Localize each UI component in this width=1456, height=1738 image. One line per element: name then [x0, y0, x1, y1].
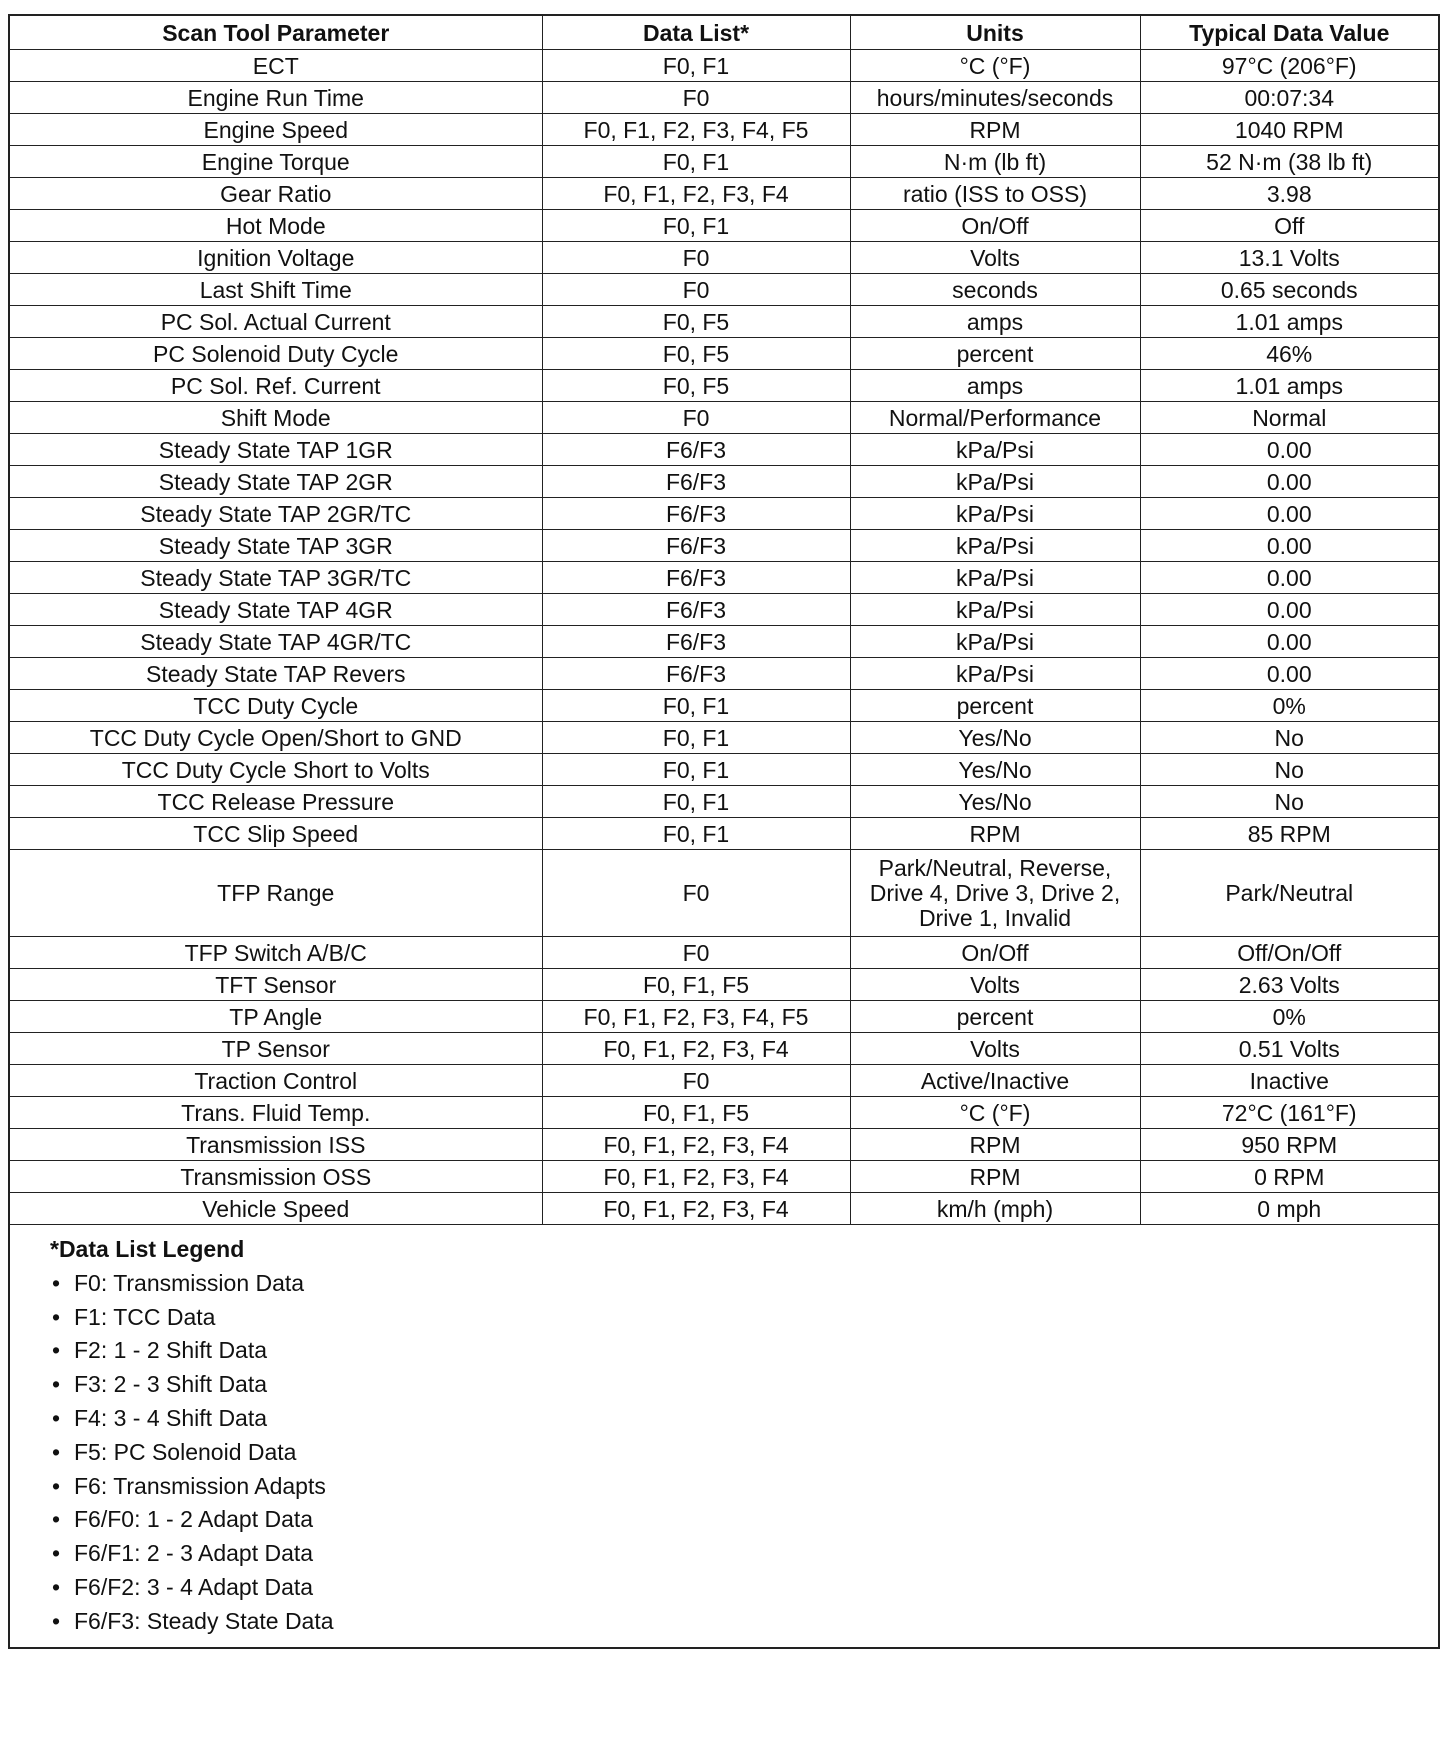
cell-parameter: TFP Switch A/B/C [10, 937, 542, 969]
table-row [10, 594, 1438, 626]
cell-units: N·m (lb ft) [850, 146, 1140, 178]
cell-typical-value: 52 N·m (38 lb ft) [1140, 146, 1438, 178]
table-row [10, 969, 1438, 1001]
cell-parameter: TP Sensor [10, 1033, 542, 1065]
cell-data-list: F0 [542, 937, 850, 969]
table-body [10, 50, 1438, 1225]
cell-typical-value: 1040 RPM [1140, 114, 1438, 146]
cell-data-list: F0 [542, 274, 850, 306]
bullet-icon: • [52, 1540, 61, 1567]
cell-data-list: F0, F1 [542, 754, 850, 786]
cell-data-list: F0, F1, F2, F3, F4 [542, 178, 850, 210]
cell-units: Yes/No [850, 786, 1140, 818]
legend-item-text: F5: PC Solenoid Data [74, 1438, 297, 1465]
cell-data-list: F0, F1, F2, F3, F4 [542, 1129, 850, 1161]
cell-data-list: F6/F3 [542, 498, 850, 530]
cell-data-list: F0 [542, 1065, 850, 1097]
legend-item-text: F3: 2 - 3 Shift Data [74, 1371, 268, 1398]
cell-units: Volts [850, 1033, 1140, 1065]
cell-parameter: Shift Mode [10, 402, 542, 434]
cell-typical-value: 0 RPM [1140, 1161, 1438, 1193]
cell-units: hours/minutes/seconds [850, 82, 1140, 114]
cell-typical-value: 0.00 [1140, 626, 1438, 658]
legend-item [52, 1267, 1438, 1301]
cell-units: kPa/Psi [850, 466, 1140, 498]
cell-typical-value: 0.00 [1140, 562, 1438, 594]
cell-units: On/Off [850, 937, 1140, 969]
cell-data-list: F0, F1 [542, 210, 850, 242]
table-row [10, 338, 1438, 370]
cell-data-list: F0 [542, 242, 850, 274]
cell-typical-value: Off/On/Off [1140, 937, 1438, 969]
cell-data-list: F6/F3 [542, 466, 850, 498]
scan-tool-parameter-table [10, 16, 1438, 1225]
cell-parameter: Steady State TAP 2GR/TC [10, 498, 542, 530]
cell-data-list: F0, F1 [542, 690, 850, 722]
cell-parameter: Vehicle Speed [10, 1193, 542, 1225]
cell-parameter: Steady State TAP 4GR/TC [10, 626, 542, 658]
table-row [10, 114, 1438, 146]
cell-units: RPM [850, 1129, 1140, 1161]
legend-item [52, 1436, 1438, 1470]
table-row [10, 1161, 1438, 1193]
cell-units: amps [850, 306, 1140, 338]
bullet-icon: • [52, 1438, 61, 1465]
cell-data-list: F0, F1 [542, 818, 850, 850]
bullet-icon: • [52, 1269, 61, 1296]
cell-units: percent [850, 690, 1140, 722]
cell-units: Volts [850, 969, 1140, 1001]
legend-item-text: F2: 1 - 2 Shift Data [74, 1337, 268, 1364]
header-scan-tool-parameter: Scan Tool Parameter [10, 16, 542, 50]
legend-item-text: F0: Transmission Data [74, 1269, 305, 1296]
cell-units: kPa/Psi [850, 434, 1140, 466]
cell-typical-value: 1.01 amps [1140, 306, 1438, 338]
cell-units: Normal/Performance [850, 402, 1140, 434]
header-typical-data-value: Typical Data Value [1140, 16, 1438, 50]
header-data-list: Data List* [542, 16, 850, 50]
cell-parameter: ECT [10, 50, 542, 82]
cell-parameter: TCC Slip Speed [10, 818, 542, 850]
cell-data-list: F0, F5 [542, 370, 850, 402]
table-row [10, 658, 1438, 690]
table-row [10, 754, 1438, 786]
cell-units: RPM [850, 1161, 1140, 1193]
table-row [10, 146, 1438, 178]
cell-data-list: F6/F3 [542, 530, 850, 562]
cell-parameter: Steady State TAP 3GR [10, 530, 542, 562]
cell-units: Yes/No [850, 754, 1140, 786]
legend-item-text: F6/F3: Steady State Data [74, 1607, 334, 1634]
cell-parameter: Steady State TAP 2GR [10, 466, 542, 498]
table-row [10, 722, 1438, 754]
bullet-icon: • [52, 1472, 61, 1499]
cell-parameter: TCC Duty Cycle Short to Volts [10, 754, 542, 786]
cell-parameter: Gear Ratio [10, 178, 542, 210]
table-row [10, 402, 1438, 434]
bullet-icon: • [52, 1404, 61, 1431]
cell-data-list: F0, F1, F2, F3, F4 [542, 1033, 850, 1065]
cell-parameter: TCC Duty Cycle [10, 690, 542, 722]
cell-parameter: TP Angle [10, 1001, 542, 1033]
legend-item [52, 1537, 1438, 1571]
cell-units: percent [850, 338, 1140, 370]
cell-typical-value: 0.00 [1140, 498, 1438, 530]
table-row [10, 1065, 1438, 1097]
cell-data-list: F0, F1 [542, 146, 850, 178]
cell-typical-value: 0% [1140, 690, 1438, 722]
cell-parameter: Engine Speed [10, 114, 542, 146]
legend-item [52, 1334, 1438, 1368]
data-list-legend [10, 1225, 1438, 1647]
bullet-icon: • [52, 1303, 61, 1330]
legend-item-text: F6/F2: 3 - 4 Adapt Data [74, 1573, 314, 1600]
legend-list [52, 1267, 1438, 1639]
legend-item-text: F1: TCC Data [74, 1303, 216, 1330]
table-row [10, 626, 1438, 658]
table-row [10, 178, 1438, 210]
cell-typical-value: 0.65 seconds [1140, 274, 1438, 306]
cell-typical-value: No [1140, 754, 1438, 786]
cell-units: Active/Inactive [850, 1065, 1140, 1097]
table-row [10, 786, 1438, 818]
cell-typical-value: Off [1140, 210, 1438, 242]
cell-parameter: PC Solenoid Duty Cycle [10, 338, 542, 370]
cell-data-list: F6/F3 [542, 434, 850, 466]
cell-parameter: Steady State TAP Revers [10, 658, 542, 690]
cell-typical-value: 950 RPM [1140, 1129, 1438, 1161]
legend-item [52, 1470, 1438, 1504]
table-row [10, 1129, 1438, 1161]
table-row [10, 562, 1438, 594]
cell-units: seconds [850, 274, 1140, 306]
cell-parameter: TCC Duty Cycle Open/Short to GND [10, 722, 542, 754]
cell-typical-value: No [1140, 722, 1438, 754]
legend-item-text: F6/F1: 2 - 3 Adapt Data [74, 1540, 314, 1567]
table-row [10, 274, 1438, 306]
cell-parameter: Trans. Fluid Temp. [10, 1097, 542, 1129]
scan-tool-data-sheet [8, 14, 1440, 1649]
cell-data-list: F0, F1, F5 [542, 1097, 850, 1129]
cell-data-list: F6/F3 [542, 658, 850, 690]
cell-units: Volts [850, 242, 1140, 274]
cell-units: Yes/No [850, 722, 1140, 754]
cell-parameter: Steady State TAP 1GR [10, 434, 542, 466]
cell-typical-value: 00:07:34 [1140, 82, 1438, 114]
cell-units: percent [850, 1001, 1140, 1033]
cell-units: kPa/Psi [850, 562, 1140, 594]
legend-item-text: F6: Transmission Adapts [74, 1472, 326, 1499]
cell-typical-value: 13.1 Volts [1140, 242, 1438, 274]
cell-data-list: F6/F3 [542, 594, 850, 626]
cell-typical-value: 1.01 amps [1140, 370, 1438, 402]
cell-parameter: TFP Range [10, 850, 542, 937]
cell-parameter: Transmission ISS [10, 1129, 542, 1161]
table-header [10, 16, 1438, 50]
cell-units: ratio (ISS to OSS) [850, 178, 1140, 210]
cell-data-list: F0, F5 [542, 306, 850, 338]
cell-parameter: TCC Release Pressure [10, 786, 542, 818]
cell-parameter: PC Sol. Ref. Current [10, 370, 542, 402]
cell-data-list: F0, F1, F2, F3, F4, F5 [542, 114, 850, 146]
table-row [10, 690, 1438, 722]
cell-typical-value: 0.00 [1140, 658, 1438, 690]
legend-item [52, 1503, 1438, 1537]
cell-units: kPa/Psi [850, 594, 1140, 626]
cell-typical-value: 2.63 Volts [1140, 969, 1438, 1001]
cell-units: amps [850, 370, 1140, 402]
table-row [10, 50, 1438, 82]
legend-item [52, 1301, 1438, 1335]
cell-typical-value: 0.00 [1140, 434, 1438, 466]
legend-title: *Data List Legend [50, 1236, 245, 1262]
cell-data-list: F6/F3 [542, 626, 850, 658]
cell-data-list: F0 [542, 402, 850, 434]
table-row [10, 850, 1438, 937]
cell-parameter: Steady State TAP 4GR [10, 594, 542, 626]
cell-data-list: F0, F1, F5 [542, 969, 850, 1001]
cell-typical-value: Normal [1140, 402, 1438, 434]
cell-parameter: TFT Sensor [10, 969, 542, 1001]
cell-data-list: F0, F1 [542, 50, 850, 82]
cell-units: On/Off [850, 210, 1140, 242]
cell-typical-value: Inactive [1140, 1065, 1438, 1097]
cell-typical-value: 46% [1140, 338, 1438, 370]
cell-typical-value: 0.00 [1140, 466, 1438, 498]
legend-item [52, 1605, 1438, 1639]
table-row [10, 434, 1438, 466]
bullet-icon: • [52, 1506, 61, 1533]
table-row [10, 242, 1438, 274]
cell-data-list: F0, F1 [542, 786, 850, 818]
legend-item [52, 1402, 1438, 1436]
cell-units: kPa/Psi [850, 626, 1140, 658]
legend-item-text: F4: 3 - 4 Shift Data [74, 1404, 268, 1431]
bullet-icon: • [52, 1371, 61, 1398]
header-units: Units [850, 16, 1140, 50]
cell-units: kPa/Psi [850, 530, 1140, 562]
table-row [10, 82, 1438, 114]
table-row [10, 530, 1438, 562]
cell-parameter: Engine Torque [10, 146, 542, 178]
cell-typical-value: 97°C (206°F) [1140, 50, 1438, 82]
legend-item [52, 1368, 1438, 1402]
cell-data-list: F0 [542, 850, 850, 937]
bullet-icon: • [52, 1607, 61, 1634]
cell-typical-value: No [1140, 786, 1438, 818]
header-row [10, 16, 1438, 50]
cell-typical-value: Park/Neutral [1140, 850, 1438, 937]
cell-parameter: PC Sol. Actual Current [10, 306, 542, 338]
cell-parameter: Transmission OSS [10, 1161, 542, 1193]
cell-typical-value: 0 mph [1140, 1193, 1438, 1225]
table-row [10, 210, 1438, 242]
table-row [10, 498, 1438, 530]
cell-data-list: F0, F1 [542, 722, 850, 754]
cell-typical-value: 0% [1140, 1001, 1438, 1033]
table-row [10, 306, 1438, 338]
cell-units: Park/Neutral, Reverse, Drive 4, Drive 3, Drive 2, Drive 1, Invalid [850, 850, 1140, 937]
cell-units: °C (°F) [850, 50, 1140, 82]
cell-units: kPa/Psi [850, 658, 1140, 690]
cell-parameter: Steady State TAP 3GR/TC [10, 562, 542, 594]
table-row [10, 1097, 1438, 1129]
table-row [10, 370, 1438, 402]
cell-parameter: Ignition Voltage [10, 242, 542, 274]
bullet-icon: • [52, 1573, 61, 1600]
cell-units: °C (°F) [850, 1097, 1140, 1129]
cell-data-list: F0, F1, F2, F3, F4 [542, 1193, 850, 1225]
table-row [10, 818, 1438, 850]
table-row [10, 937, 1438, 969]
table-row [10, 1193, 1438, 1225]
cell-units: RPM [850, 818, 1140, 850]
cell-data-list: F6/F3 [542, 562, 850, 594]
cell-typical-value: 3.98 [1140, 178, 1438, 210]
bullet-icon: • [52, 1337, 61, 1364]
cell-typical-value: 85 RPM [1140, 818, 1438, 850]
cell-parameter: Traction Control [10, 1065, 542, 1097]
cell-typical-value: 0.00 [1140, 594, 1438, 626]
legend-item [52, 1571, 1438, 1605]
cell-typical-value: 72°C (161°F) [1140, 1097, 1438, 1129]
table-row [10, 1001, 1438, 1033]
cell-typical-value: 0.51 Volts [1140, 1033, 1438, 1065]
cell-parameter: Last Shift Time [10, 274, 542, 306]
table-row [10, 1033, 1438, 1065]
cell-data-list: F0, F1, F2, F3, F4 [542, 1161, 850, 1193]
legend-item-text: F6/F0: 1 - 2 Adapt Data [74, 1506, 314, 1533]
cell-data-list: F0, F1, F2, F3, F4, F5 [542, 1001, 850, 1033]
cell-parameter: Engine Run Time [10, 82, 542, 114]
cell-units: kPa/Psi [850, 498, 1140, 530]
cell-typical-value: 0.00 [1140, 530, 1438, 562]
cell-units: RPM [850, 114, 1140, 146]
cell-parameter: Hot Mode [10, 210, 542, 242]
table-row [10, 466, 1438, 498]
cell-data-list: F0, F5 [542, 338, 850, 370]
cell-units: km/h (mph) [850, 1193, 1140, 1225]
cell-data-list: F0 [542, 82, 850, 114]
